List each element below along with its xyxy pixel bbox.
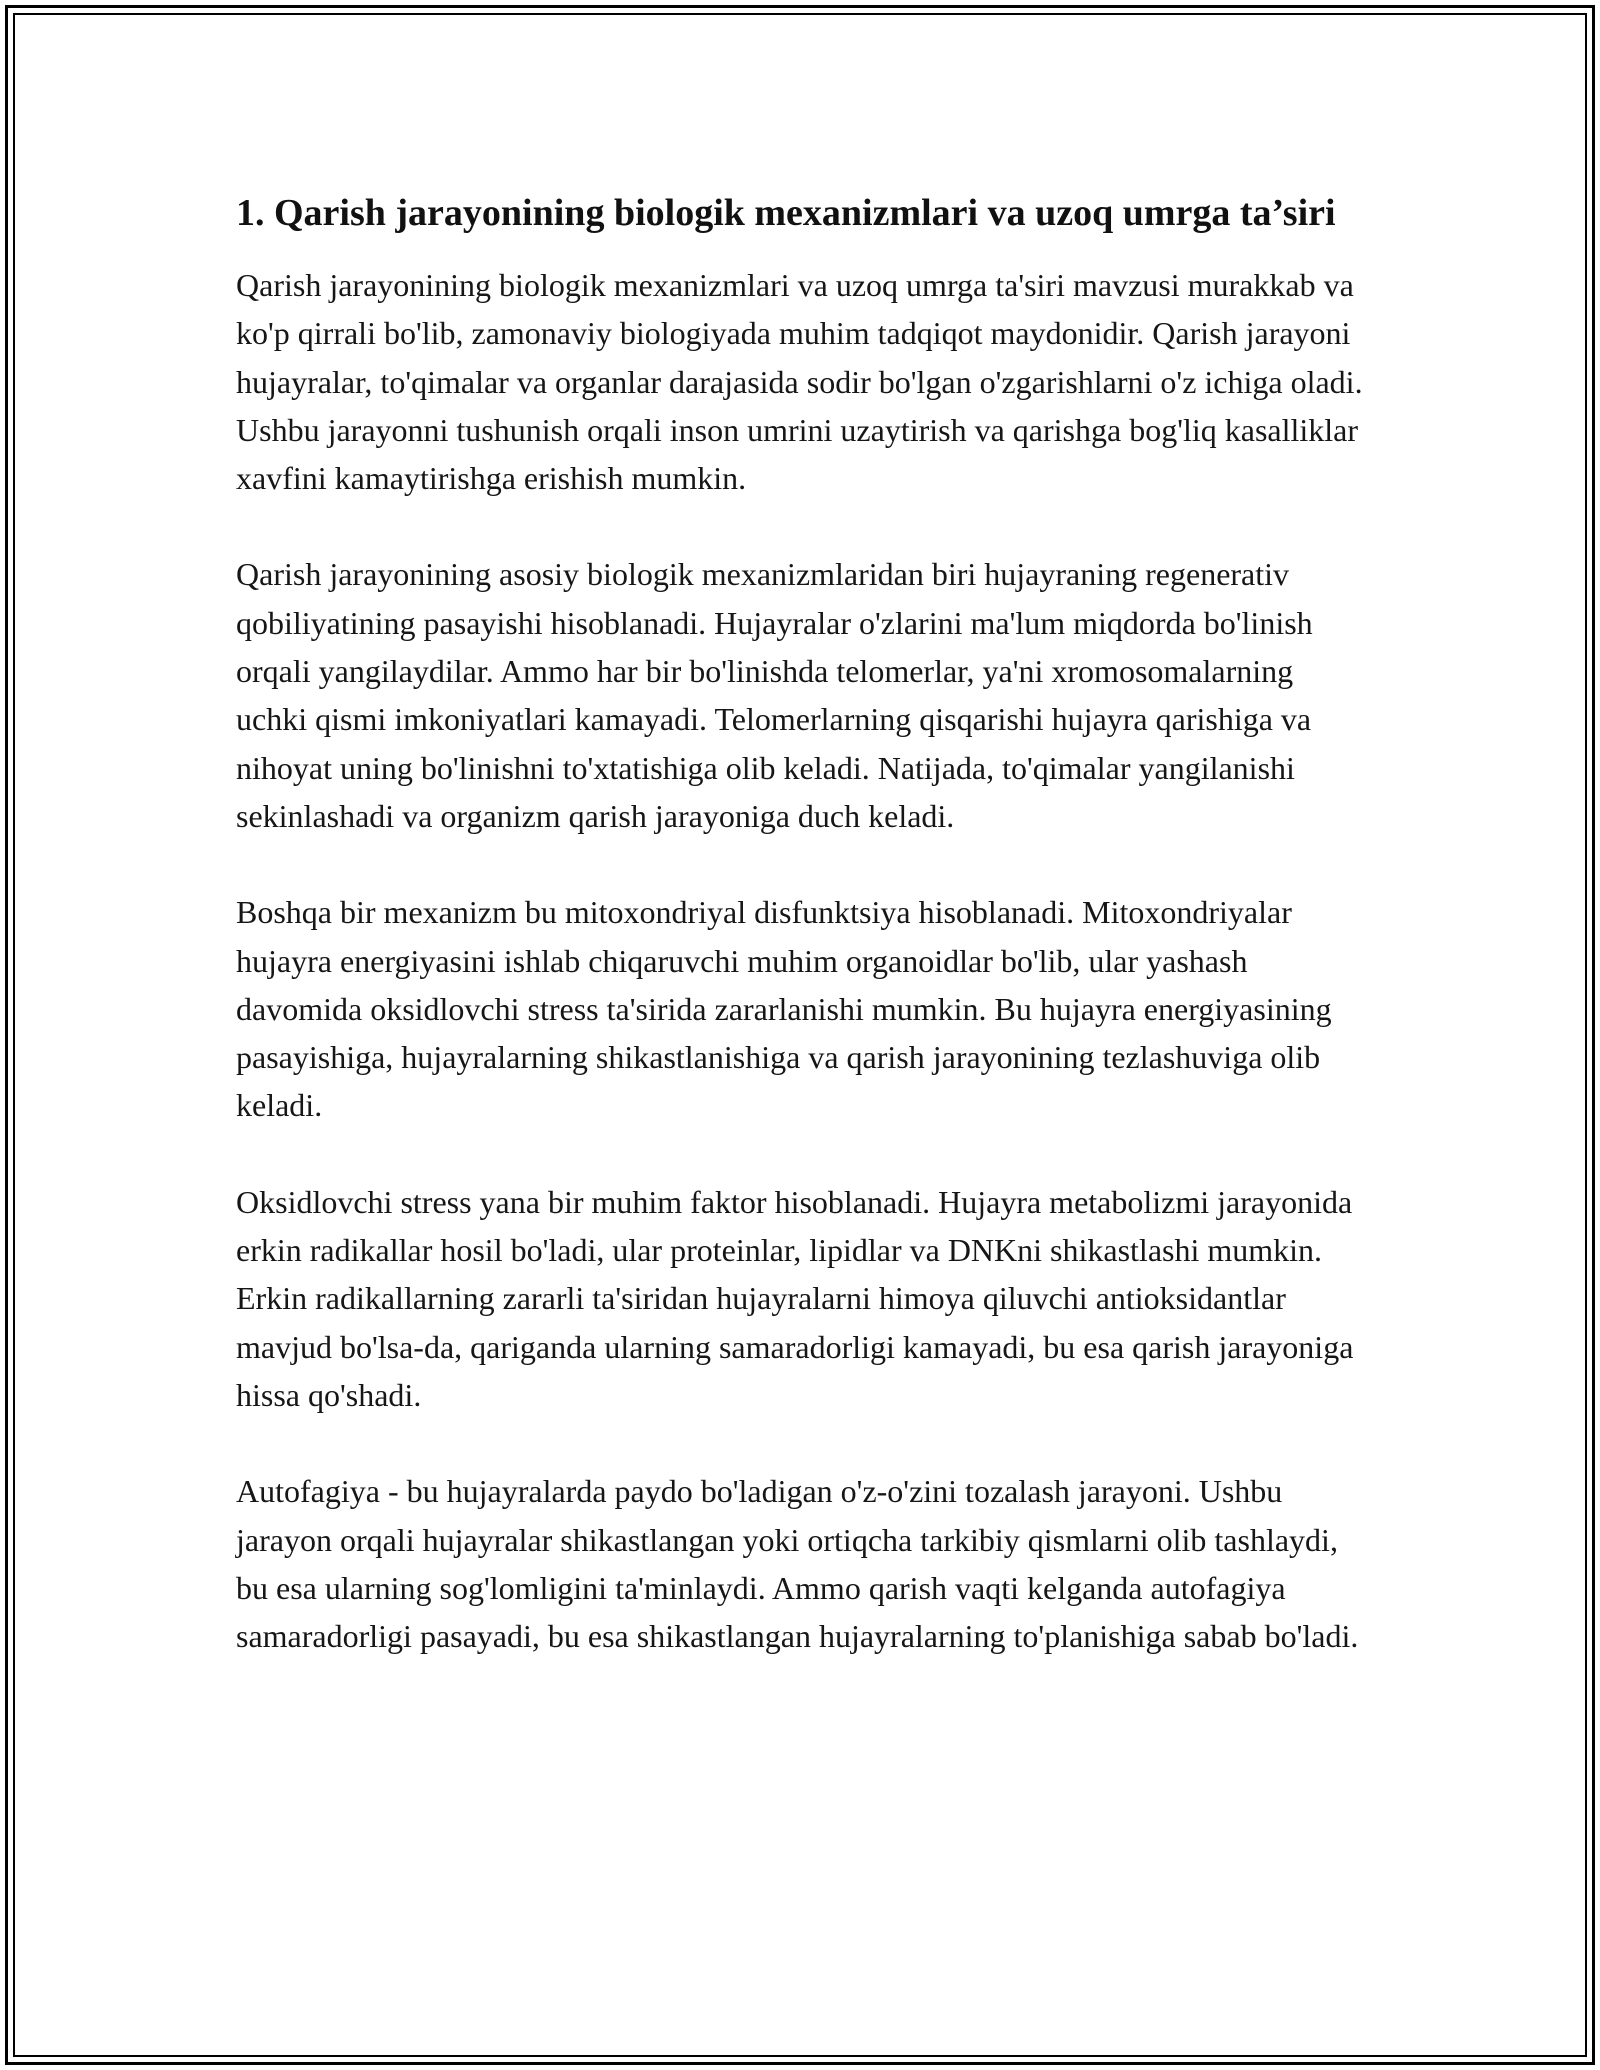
section-heading: 1. Qarish jarayonining biologik mexanizmlari va uzoq umrga ta’siri [236,192,1336,234]
paragraph-oxidative-stress: Oksidlovchi stress yana bir muhim faktor hisoblanadi. Hujayra metabolizmi jarayonida erkin radikallar hosil bo'ladi, ular proteinlar, lipidlar va DNKni shikastlashi mumkin. Erkin radikallarning zararli ta'siridan hujayralarni himoya qiluvchi antioksidantlar mavjud bo'lsa-da, qariganda ularning samaradorligi kamayadi, bu esa qarish jarayoniga hissa qo'shadi. [236,1183,1354,1413]
paragraph-autophagy: Autofagiya - bu hujayralarda paydo bo'ladigan o'z-o'zini tozalash jarayoni. Ushbu jarayon orqali hujayralar shikastlangan yoki ortiqcha tarkibiy qismlarni olib tashlaydi, bu esa ularning sog'lomligini ta'minlaydi. Ammo qarish vaqti kelganda autofagiya samaradorligi pasayadi, bu esa shikastlangan hujayralarning to'planishiga sabab bo'ladi. [236,1473,1359,1655]
paragraph-intro: Qarish jarayonining biologik mexanizmlari va uzoq umrga ta'siri mavzusi murakkab va ko'p qirrali bo'lib, zamonaviy biologiyada muhim tadqiqot maydonidir. Qarish jarayoni hujayralar, to'qimalar va organlar darajasida sodir bo'lgan o'zgarishlarni o'z ichiga oladi. Ushbu jarayonni tushunish orqali inson umrini uzaytirish va qarishga bog'liq kasalliklar xavfini kamaytirishga erishish mumkin. [236,267,1363,497]
paragraph-mitochondria: Boshqa bir mexanizm bu mitoxondriyal disfunktsiya hisoblanadi. Mitoxondriyalar hujayra energiyasini ishlab chiqaruvchi muhim organoidlar bo'lib, ular yashash davomida oksidlovchi stress ta'sirida zararlanishi mumkin. Bu hujayra energiyasining pasayishiga, hujayralarning shikastlanishiga va qarish jarayonining tezlashuviga olib keladi. [236,894,1332,1124]
document-page [236,186,1364,1708]
paragraph-telomeres: Qarish jarayonining asosiy biologik mexanizmlaridan biri hujayraning regenerativ qobiliyatining pasayishi hisoblanadi. Hujayralar o'zlarini ma'lum miqdorda bo'linish orqali yangilaydilar. Ammo har bir bo'linishda telomerlar, ya'ni xromosomalarning uchki qismi imkoniyatlari kamayadi. Telomerlarning qisqarishi hujayra qarishiga va nihoyat uning bo'linishni to'xtatishiga olib keladi. Natijada, to'qimalar yangilanishi sekinlashadi va organizm qarish jarayoniga duch keladi. [236,556,1313,834]
